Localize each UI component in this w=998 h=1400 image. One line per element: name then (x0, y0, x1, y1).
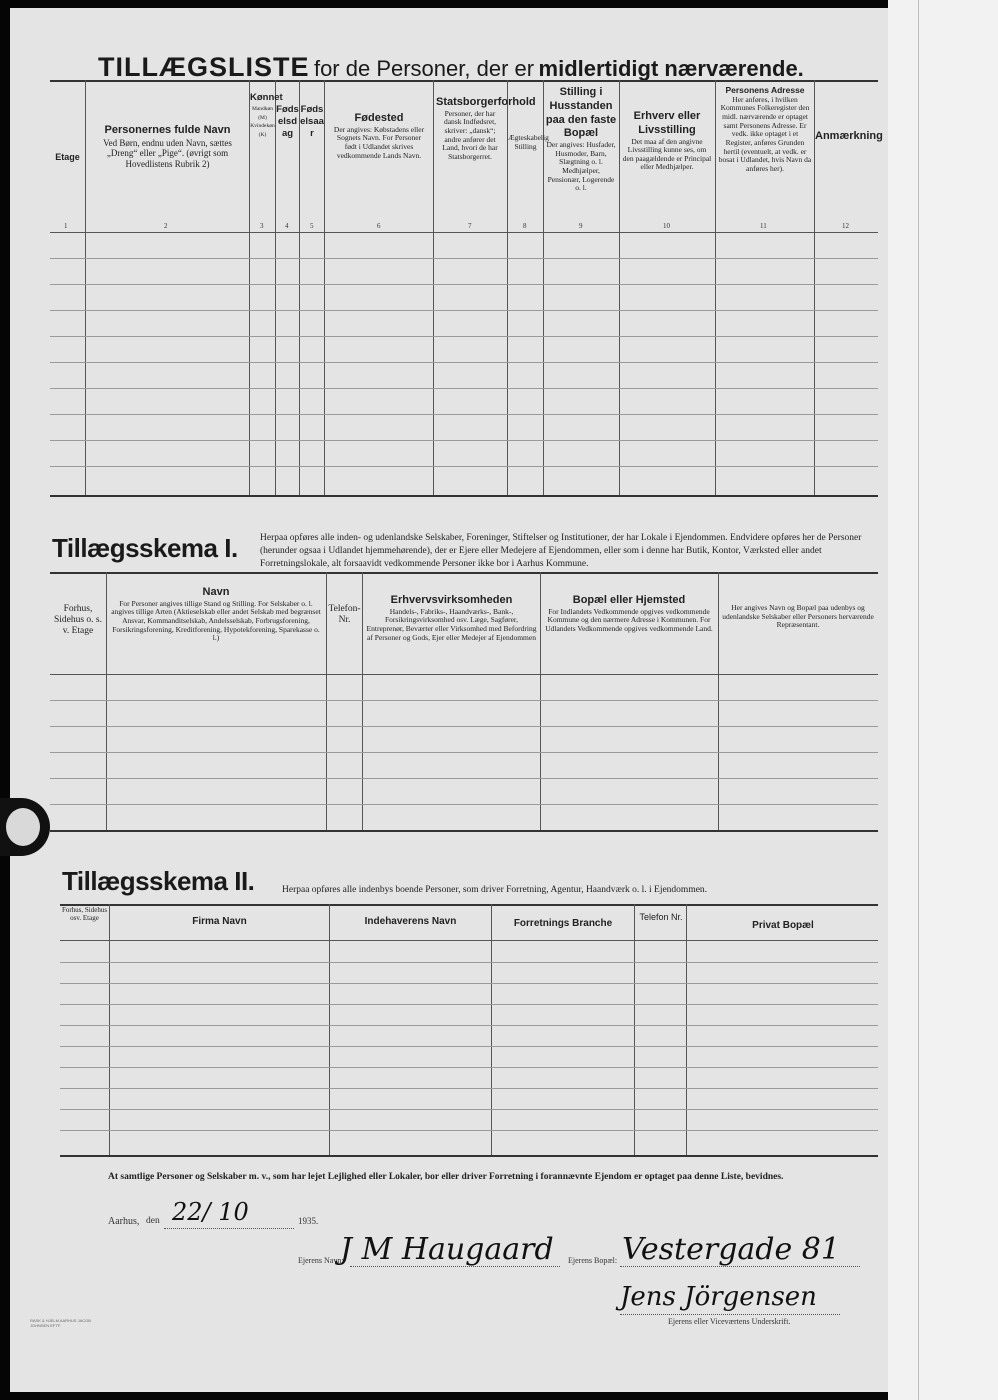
s2-col-etage: Forhus, Sidehus osv. Etage (61, 906, 108, 923)
den-label: den (146, 1216, 160, 1226)
form-title (98, 52, 804, 83)
col-foedselsdag: Fødselsdag (276, 104, 299, 139)
date-handwritten: 22/ 10 (172, 1198, 249, 1226)
s2-col-telefon: Telefon Nr. (639, 912, 683, 922)
owner-residence: Vestergade 81 (622, 1232, 840, 1267)
printer-mark: RASK & HJELM AARHUS JACOB JOHNSEN EFTF. (30, 1318, 91, 1329)
adjacent-page (888, 0, 998, 1400)
skema1-description: Herpaa opføres alle inden- og udenlandske Selskaber, Foreninger, Stiftelser og Institutioner, der har Lokale i Ejendommen. Endvidere opføres her de Personer (herunder ogsaa i Udlandet hjemmehørende), der er Ejere eller Medejere af Ejendommen, eller som i denne har Butik, Kontor, Værksted eller andet Forretningslokale, alt forsaavidt vedkommende Personer ikke bor i Aarhus Kommune. (260, 533, 862, 569)
title-main: TILLÆGSLISTE (98, 52, 310, 82)
s1-col-telefon: Telefon-Nr. (328, 604, 361, 625)
skema2-description: Herpaa opføres alle indenbys boende Personer, som driver Forretning, Agentur, Haandværk o. l. i Ejendommen. (282, 885, 708, 895)
skema1-title: Tillægsskema I. (52, 533, 238, 563)
col-adresse: Personens Adresse Her anføres, i hvilken Kommunes Folkeregister den midl. nærværende er optaget samt Personens Adresse. Er vedk. ikke optaget i et Register, anføres Grunden hertil (eventuelt, at vedk. er bosat i Udlandet, hvis Navn da anføres her). (718, 85, 812, 173)
col-num-9: 9 (579, 222, 583, 230)
skema2-title: Tillægsskema II. (62, 866, 255, 896)
col-num-2: 2 (164, 222, 168, 230)
place-label: Aarhus, (108, 1216, 140, 1227)
year-label: 1935. (298, 1216, 319, 1226)
skema2-bottom (60, 1155, 878, 1157)
col-num-4: 4 (285, 222, 289, 230)
col-num-11: 11 (760, 222, 767, 230)
owner-name-label: Ejerens Navn: (298, 1256, 344, 1265)
s2-col-branche: Forretnings Branche (513, 918, 613, 929)
col-koen: Kønnet Mandkøn (M) Kvindekøn (K) (250, 92, 283, 138)
main-table-bottom (50, 495, 878, 497)
signature: Jens Jörgensen (620, 1282, 817, 1312)
s1-col-navn: Navn For Personer angives tillige Stand og Stilling. For Selskaber o. l. angives tillige Arten (Aktieselskab eller andet Selskab med begrænset Ansvar, Kommanditselskab, Andelsselskab, Forbrugsforening, Forsikringsforening, Kreditforening, Hypotekforening, Sparekasse o. l.) (111, 586, 321, 643)
s2-col-indehaver: Indehaverens Navn (364, 916, 457, 927)
s1-col-bopael: Bopæl eller Hjemsted For Indlandets Vedkommende opgives vedkommende Kommune og den nærmere Adresse i Kommunen. For Udlandets Vedkommende opgives vedkommende Land. (545, 594, 713, 633)
col-navn: Personernes fulde Navn Ved Børn, endnu uden Navn, sættes „Dreng“ eller „Pige“. (øvrigt som Hovedlistens Rubrik 2) (103, 124, 232, 169)
s1-col-repraesentant: Her angives Navn og Bopæl paa udenbys og udenlandske Selskaber eller Personers herværende Repræsentant. (722, 603, 874, 630)
title-part1: for de Personer, der er (313, 56, 535, 81)
skema1-top (50, 572, 878, 574)
skema1-bottom (50, 830, 878, 832)
col-anmaerkning: Anmærkning (815, 130, 883, 142)
s1-col-etage: Forhus, Sidehus o. s. v. Etage (53, 604, 103, 636)
signature-label: Ejerens eller Viceværtens Underskrift. (668, 1317, 791, 1326)
col-num-10: 10 (663, 222, 670, 230)
col-etage: Etage (55, 152, 80, 162)
main-table-top (50, 80, 878, 82)
main-table-header-bottom (50, 232, 878, 233)
col-erhverv: Erhverv eller Livsstilling Det maa af den angivne Livsstilling kunne ses, om den paagældende er Principal eller Medhjælper. (622, 110, 712, 172)
col-num-6: 6 (377, 222, 381, 230)
skema2-top (60, 904, 878, 906)
owner-residence-label: Ejerens Bopæl: (568, 1256, 618, 1265)
col-num-5: 5 (310, 222, 314, 230)
col-num-3: 3 (260, 222, 264, 230)
col-num-12: 12 (842, 222, 849, 230)
s2-col-privat-bopael: Privat Bopæl (752, 920, 814, 931)
col-aegteskabelig: Ægteskabelig Stilling (508, 133, 549, 151)
col-statsborgerforhold: Statsborgerforhold Personer, der har dansk Indfødsret, skriver: „dansk“; andre anfører det Land, hvori de har Statsborgerret. (436, 96, 536, 161)
col-num-7: 7 (468, 222, 472, 230)
col-num-1: 1 (64, 222, 68, 230)
col-foedselsaar: Fødselsaar (300, 104, 324, 139)
owner-name: J M Haugaard (340, 1232, 554, 1267)
col-foedested: Fødested Der angives: Købstadens eller Sognets Navn. For Personer født i Udlandet skrives vedkommende Lands Navn. (333, 112, 425, 160)
col-num-8: 8 (523, 222, 527, 230)
col-stilling-husstand: Stilling i Husstanden paa den faste Bopæl Der angives: Husfader, Husmoder, Barn, Slægtning o. l. Medhjælper, Pensionær, Logerende o. l. (545, 86, 617, 193)
s1-col-erhverv: Erhvervsvirksomheden Handels-, Fabriks-, Haandværks-, Bank-, Forsikringsvirksomhed osv. Læge, Sagfører, Entreprenør, Beværter eller Virksomhed med Befordring af Personer og Gods, Ejer eller Medejer af Ejendommen (366, 594, 537, 642)
attestation-statement: At samtlige Personer og Selskaber m. v., som har lejet Lejlighed eller Lokaler, bor eller driver Forretning i forannævnte Ejendom er optaget paa denne Liste, bevidnes. (108, 1172, 784, 1182)
title-part2: midlertidigt nærværende. (538, 56, 804, 81)
s2-col-firma: Firma Navn (192, 916, 247, 927)
